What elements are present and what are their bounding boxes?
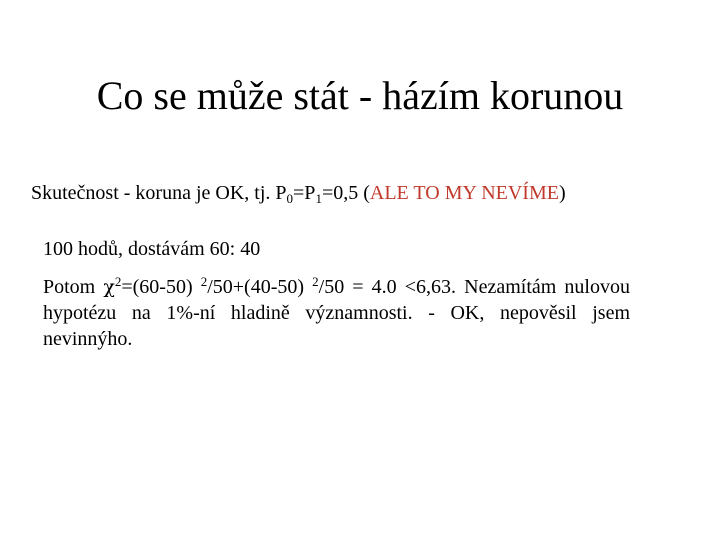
reality-text: Skutečnost - koruna je OK, tj. P [31,182,287,204]
formula-part-a: =(60-50) [121,276,201,298]
superscript-c: 2 [312,274,319,289]
slide-title: Co se může stát - házím korunou [96,73,624,118]
p1-subscript: 1 [315,191,322,206]
reality-statement [31,178,691,208]
paragraph-lead: Potom [43,276,104,298]
reality-value: =0,5 ( [321,182,370,204]
formula-part-b: /50+(40-50) [207,276,313,298]
reality-close: ) [558,182,566,204]
p0-subscript: 0 [286,191,294,206]
chi-symbol: χ [103,276,115,298]
formula-part-c: /50 = 4.0 <6,63. Nezamítám nulovou hypotézu na 1%-ní hladině významnosti. - OK, nepověsil jsem nevinnýho. [43,276,630,350]
chi-square-paragraph [43,274,630,352]
tosses-line: 100 hodů, dostávám 60: 40 [43,238,261,260]
reality-eq: =P [293,182,316,204]
superscript-a: 2 [114,274,122,289]
reality-highlight: ALE TO MY NEVÍME [369,182,559,204]
superscript-b: 2 [200,274,208,289]
